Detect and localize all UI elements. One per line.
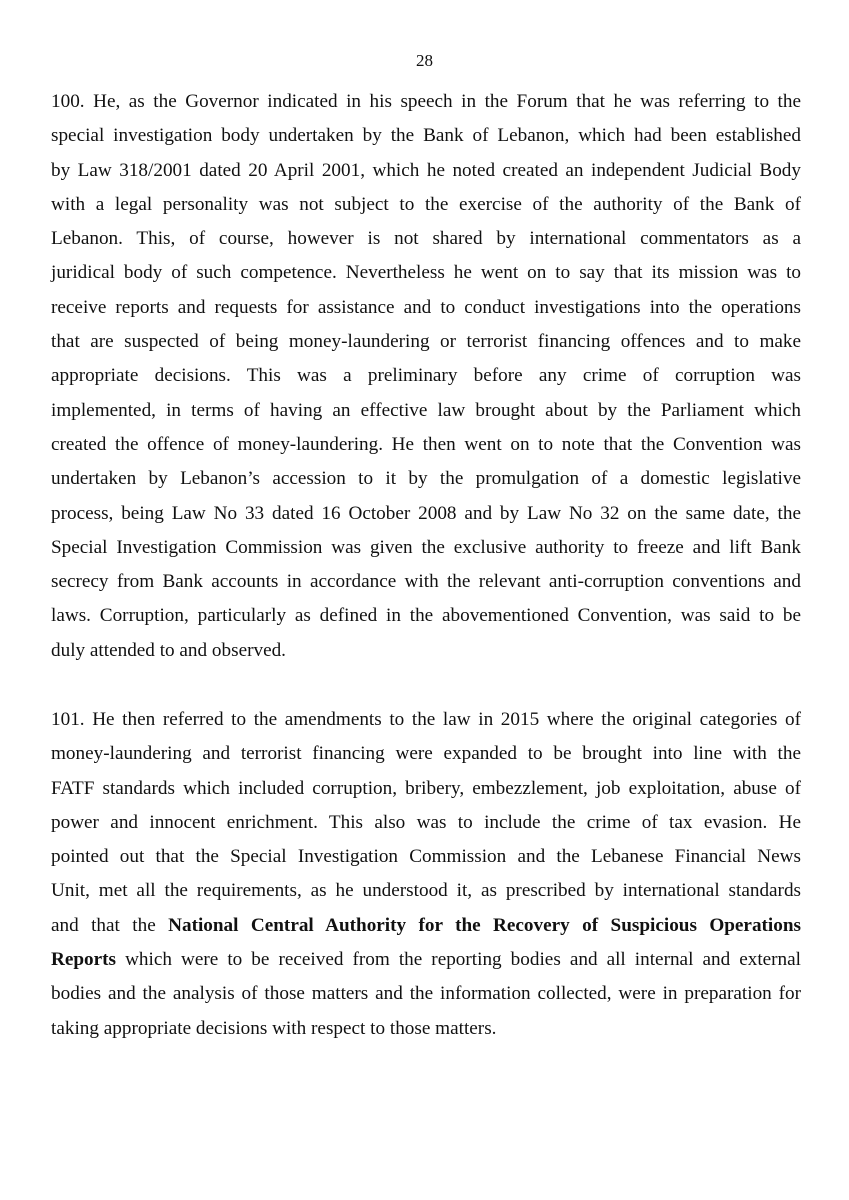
text-line bbox=[51, 943, 801, 977]
text-line: by Law 318/2001 dated 20 April 2001, which he noted created an independent Judicial Body bbox=[51, 159, 801, 181]
text-line: implemented, in terms of having an effective law brought about by the Parliament which bbox=[51, 399, 801, 421]
text-line: receive reports and requests for assistance and to conduct investigations into the operations bbox=[51, 296, 801, 318]
text-line: duly attended to and observed. bbox=[51, 639, 286, 661]
paragraph-100 bbox=[51, 85, 801, 668]
text-line: power and innocent enrichment. This also was to include the crime of tax evasion. He bbox=[51, 811, 801, 833]
text-line: money-laundering and terrorist financing were expanded to be brought into line with the bbox=[51, 743, 801, 765]
text-line: juridical body of such competence. Nevertheless he went on to say that its mission was to bbox=[51, 262, 801, 284]
text-line: created the offence of money-laundering. He then went on to note that the Convention was bbox=[51, 433, 801, 455]
bold-phrase: National Central Authority for the Recovery of Suspicious Operations bbox=[168, 914, 801, 936]
text-line: with a legal personality was not subject to the exercise of the authority of the Bank of bbox=[51, 193, 801, 215]
bold-phrase: Reports bbox=[51, 949, 117, 971]
text-line: Unit, met all the requirements, as he understood it, as prescribed by international standards bbox=[51, 880, 801, 902]
paragraph-101 bbox=[51, 703, 801, 1046]
text-line: Lebanon. This, of course, however is not shared by international commentators as a bbox=[51, 228, 801, 250]
text-line: taking appropriate decisions with respect to those matters. bbox=[51, 1017, 497, 1039]
text-segment: which were to be received from the reporting bodies and all internal and external bbox=[116, 949, 801, 971]
text-line: process, being Law No 33 dated 16 October 2008 and by Law No 32 on the same date, the bbox=[51, 502, 801, 524]
text-line: Special Investigation Commission was given the exclusive authority to freeze and lift Bank bbox=[51, 536, 801, 558]
text-line: FATF standards which included corruption, bribery, embezzlement, job exploitation, abuse of bbox=[51, 777, 801, 799]
text-line: special investigation body undertaken by the Bank of Lebanon, which had been established bbox=[51, 125, 801, 147]
page-number: 28 bbox=[416, 51, 433, 70]
text-line: that are suspected of being money-laundering or terrorist financing offences and to make bbox=[51, 331, 801, 353]
text-line: 100. He, as the Governor indicated in his speech in the Forum that he was referring to the bbox=[51, 91, 801, 112]
text-line: 101. He then referred to the amendments to the law in 2015 where the original categories of bbox=[51, 709, 801, 730]
text-line: bodies and the analysis of those matters and the information collected, were in preparation for bbox=[51, 983, 801, 1005]
text-line: undertaken by Lebanon’s accession to it by the promulgation of a domestic legislative bbox=[51, 468, 801, 490]
text-line bbox=[51, 909, 801, 943]
text-line: pointed out that the Special Investigation Commission and the Lebanese Financial News bbox=[51, 846, 801, 868]
text-line: secrecy from Bank accounts in accordance with the relevant anti-corruption conventions and bbox=[51, 571, 801, 593]
text-line: laws. Corruption, particularly as defined in the abovementioned Convention, was said to be bbox=[51, 605, 801, 627]
text-segment: and that the bbox=[51, 914, 169, 936]
text-line: appropriate decisions. This was a preliminary before any crime of corruption was bbox=[51, 365, 801, 387]
